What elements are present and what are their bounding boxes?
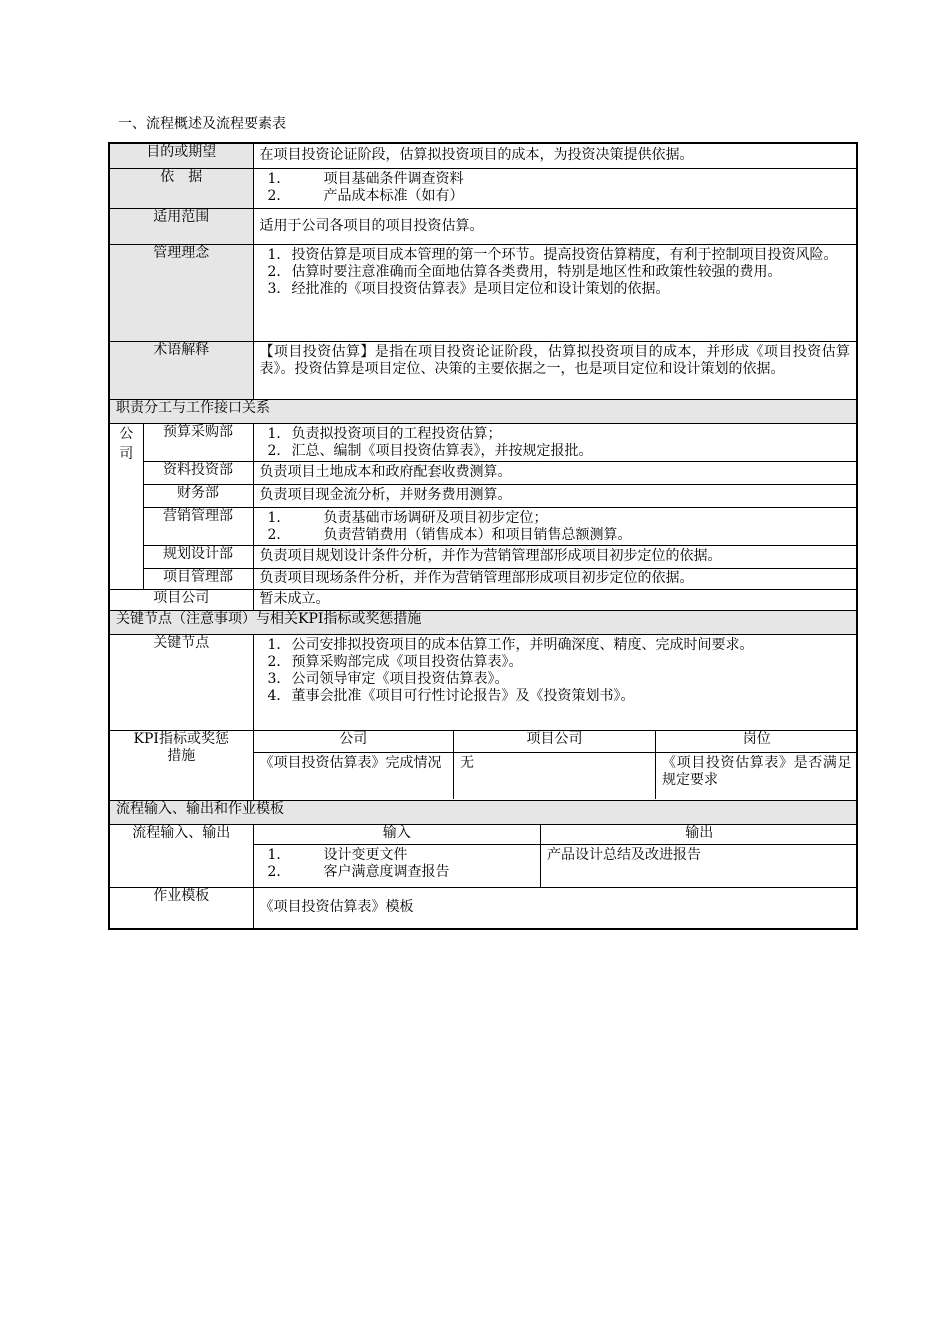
process-elements-table: [108, 142, 858, 930]
key-node-item: 1． 公司安排拟投资项目的成本估算工作，并明确深度、精度、完成时间要求。: [267, 636, 754, 653]
dept-duty: 负责项目土地成本和政府配套收费测算。: [253, 461, 857, 484]
dept-row: [109, 484, 857, 507]
dept-duty: 1． 负责拟投资项目的工程投资估算； 2． 汇总、编制《项目投资估算表》，并按规定报批。: [253, 423, 857, 461]
kpi-label: KPI指标或奖惩措施: [109, 730, 253, 800]
kpi-value: 《项目投资估算表》完成情况: [254, 753, 454, 799]
project-company-text: 暂未成立。: [253, 589, 857, 610]
dept-row: [109, 423, 857, 461]
scope-row: [109, 208, 857, 244]
io-header-row: [109, 800, 857, 824]
kpi-value: 《项目投资估算表》是否满足规定要求: [656, 753, 858, 799]
philosophy-item: 1． 投资估算是项目成本管理的第一个环节。提高投资估算精度，有利于控制项目投资风险。: [267, 246, 838, 263]
kpi-col-header: 岗位: [656, 731, 858, 753]
kpi-table-cell: [253, 730, 857, 800]
io-inputs: [254, 845, 541, 887]
dept-duty: 负责项目现金流分析，并财务费用测算。: [253, 484, 857, 507]
dept-name: 财务部: [143, 484, 253, 507]
dept-name: 资料投资部: [143, 461, 253, 484]
basis-list: [253, 168, 857, 208]
io-input-header: 输入: [254, 825, 541, 845]
company-label: 公司: [109, 423, 143, 589]
purpose-text: 在项目投资论证阶段，估算拟投资项目的成本，为投资决策提供依据。: [253, 143, 857, 168]
project-company-label: 项目公司: [109, 589, 253, 610]
io-table-cell: [253, 824, 857, 887]
basis-item: 2． 产品成本标准（如有）: [267, 187, 464, 204]
dept-name: 营销管理部: [143, 507, 253, 545]
key-nodes-label: 关键节点: [109, 634, 253, 730]
dept-duty: 1． 负责基础市场调研及项目初步定位； 2． 负责营销费用（销售成本）和项目销售总额测算。: [253, 507, 857, 545]
template-text: 《项目投资估算表》模板: [253, 887, 857, 929]
dept-duty: 负责项目现场条件分析，并作为营销管理部形成项目初步定位的依据。: [253, 568, 857, 589]
kpi-col-header: 公司: [254, 731, 454, 753]
key-node-item: 4． 董事会批准《项目可行性讨论报告》及《投资策划书》。: [267, 687, 635, 704]
key-node-item: 2． 预算采购部完成《项目投资估算表》。: [267, 653, 523, 670]
philosophy-list: [253, 244, 857, 341]
scope-text: 适用于公司各项目的项目投资估算。: [253, 208, 857, 244]
io-input-item: 1． 设计变更文件: [267, 847, 408, 863]
kpi-value: 无: [454, 753, 656, 799]
duties-header-row: [109, 399, 857, 423]
io-row: [109, 824, 857, 887]
io-output-header: 输出: [541, 825, 858, 845]
dept-row: [109, 461, 857, 484]
io-table: [254, 825, 858, 887]
basis-row: [109, 168, 857, 208]
key-nodes-list: [253, 634, 857, 730]
terms-text: 【项目投资估算】是指在项目投资论证阶段，估算拟投资项目的成本，并形成《项目投资估算表》。投资估算是项目定位、决策的主要依据之一，也是项目定位和设计策划的依据。: [253, 341, 857, 399]
project-company-row: [109, 589, 857, 610]
kpi-row: [109, 730, 857, 800]
section-title: 一、流程概述及流程要素表: [118, 116, 286, 132]
kpi-table: [254, 731, 858, 799]
basis-item: 1． 项目基础条件调查资料: [267, 170, 464, 187]
io-header: 流程输入、输出和作业模板: [109, 800, 857, 824]
io-output: 产品设计总结及改进报告: [541, 845, 858, 887]
purpose-row: [109, 143, 857, 168]
philosophy-row: [109, 244, 857, 341]
philosophy-item: 3． 经批准的《项目投资估算表》是项目定位和设计策划的依据。: [267, 280, 670, 297]
philosophy-item: 2． 估算时要注意准确而全面地估算各类费用，特别是地区性和政策性较强的费用。: [267, 263, 782, 280]
key-node-item: 3． 公司领导审定《项目投资估算表》。: [267, 670, 509, 687]
dept-name: 项目管理部: [143, 568, 253, 589]
dept-name: 预算采购部: [143, 423, 253, 461]
kpi-col-header: 项目公司: [454, 731, 656, 753]
duties-header: 职责分工与工作接口关系: [109, 399, 857, 423]
io-label: 流程输入、输出: [109, 824, 253, 887]
terms-label: 术语解释: [109, 341, 253, 399]
dept-duty: 负责项目规划设计条件分析，并作为营销管理部形成项目初步定位的依据。: [253, 545, 857, 568]
dept-row: [109, 568, 857, 589]
scope-label: 适用范围: [109, 208, 253, 244]
template-label: 作业模板: [109, 887, 253, 929]
purpose-label: 目的或期望: [109, 143, 253, 168]
key-nodes-header: 关键节点（注意事项）与相关KPI指标或奖惩措施: [109, 610, 857, 634]
terms-row: [109, 341, 857, 399]
basis-label: 依 据: [109, 168, 253, 208]
io-input-item: 2． 客户满意度调查报告: [267, 864, 450, 880]
philosophy-label: 管理理念: [109, 244, 253, 341]
key-nodes-header-row: [109, 610, 857, 634]
key-nodes-row: [109, 634, 857, 730]
template-row: [109, 887, 857, 929]
dept-name: 规划设计部: [143, 545, 253, 568]
dept-row: [109, 545, 857, 568]
dept-row: [109, 507, 857, 545]
